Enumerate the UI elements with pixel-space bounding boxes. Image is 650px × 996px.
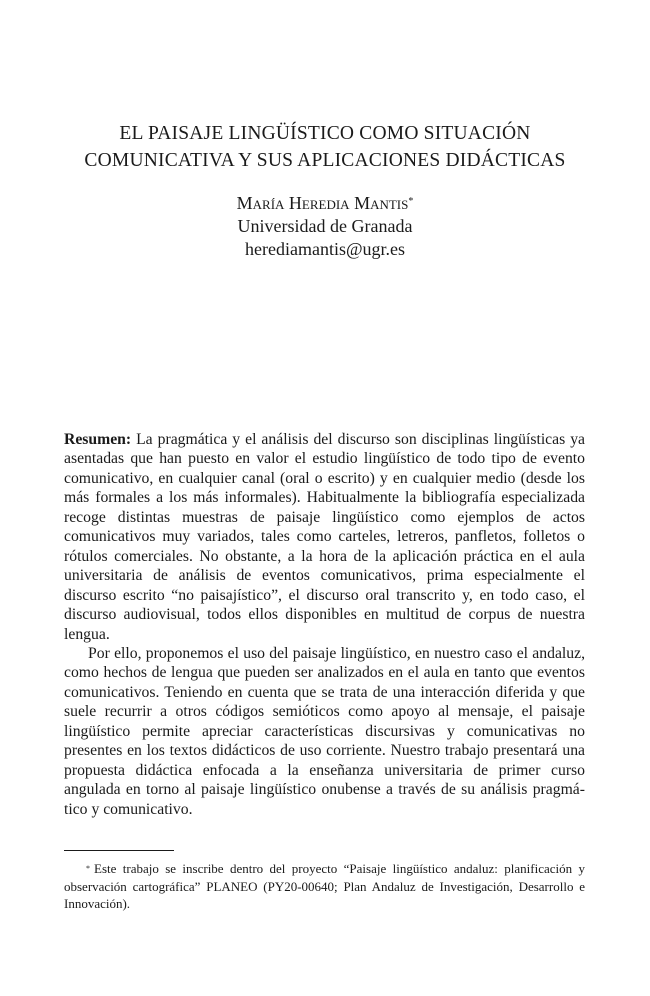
author-affiliation: Universidad de Granada bbox=[237, 216, 413, 236]
abstract-label: Resumen: bbox=[64, 431, 132, 448]
footnote-separator bbox=[64, 850, 174, 851]
footnote-paragraph bbox=[64, 860, 585, 913]
abstract bbox=[64, 430, 585, 819]
footnote-text: Este trabajo se inscribe dentro del proyecto “Paisaje lingüístico andaluz: planificación y observación cartográfica” PLANEO (PY20-00640; Plan Andaluz de Investigación, Desarrollo e Innovación). bbox=[64, 861, 585, 912]
abstract-paragraph-2: Por ello, proponemos el uso del paisaje lingüístico, en nuestro caso el andaluz, como hechos de lengua que pueden ser analizados en el aula en tanto que eventos comunicativos. Teniendo en cuenta que se trata de una interacción diferida y que suele recurrir a otros códigos semióticos como apoyo al mensaje, el paisaje lingüístico permite apreciar características discursivas y comunicativas no presentes en los textos didácticos de uso corriente. Nuestro trabajo presentará una propuesta didáctica enfocada a la enseñanza universitaria de primer curso angulada en torno al paisaje lingüístico onubense a través de su análisis pragmático y comunicativo. bbox=[64, 644, 585, 818]
abstract-paragraph-1 bbox=[64, 430, 585, 644]
author-name: María Heredia Mantis bbox=[236, 193, 409, 213]
paper-title bbox=[0, 120, 650, 174]
author-footnote-marker: * bbox=[408, 196, 414, 207]
paper-title-line-2: COMUNICATIVA Y SUS APLICACIONES DIDÁCTICAS bbox=[84, 150, 566, 171]
paper-title-line-1: EL PAISAJE LINGÜÍSTICO COMO SITUACIÓN bbox=[119, 123, 531, 144]
footnote-marker: * bbox=[86, 864, 90, 873]
author-block bbox=[0, 192, 650, 261]
author-name-line bbox=[0, 192, 650, 215]
abstract-paragraph-1-text: La pragmática y el análisis del discurso son disciplinas lingüísticas ya asentadas que han puesto en valor el estudio lingüístico de todo tipo de evento comunicativo, en cualquier canal (oral o escrito) y en cualquier medio (desde los más formales a los más informales). Habitualmente la bibliografía especializada recoge distintas muestras de paisaje lingüístico como ejemplos de actos comunicativos muy variados, tales como carteles, letreros, panfletos, folletos o rótulos comerciales. No obstante, a la hora de la aplicación práctica en el aula universitaria de análisis de eventos comunicativos, prima especialmente el discurso escrito “no paisajístico”, el discurso oral transcrito y, en todo caso, el discurso audiovisual, todos ellos disponibles en multitud de corpus de nuestra lengua. bbox=[64, 431, 585, 643]
author-email: herediamantis@ugr.es bbox=[244, 239, 406, 259]
footnote bbox=[64, 860, 585, 913]
